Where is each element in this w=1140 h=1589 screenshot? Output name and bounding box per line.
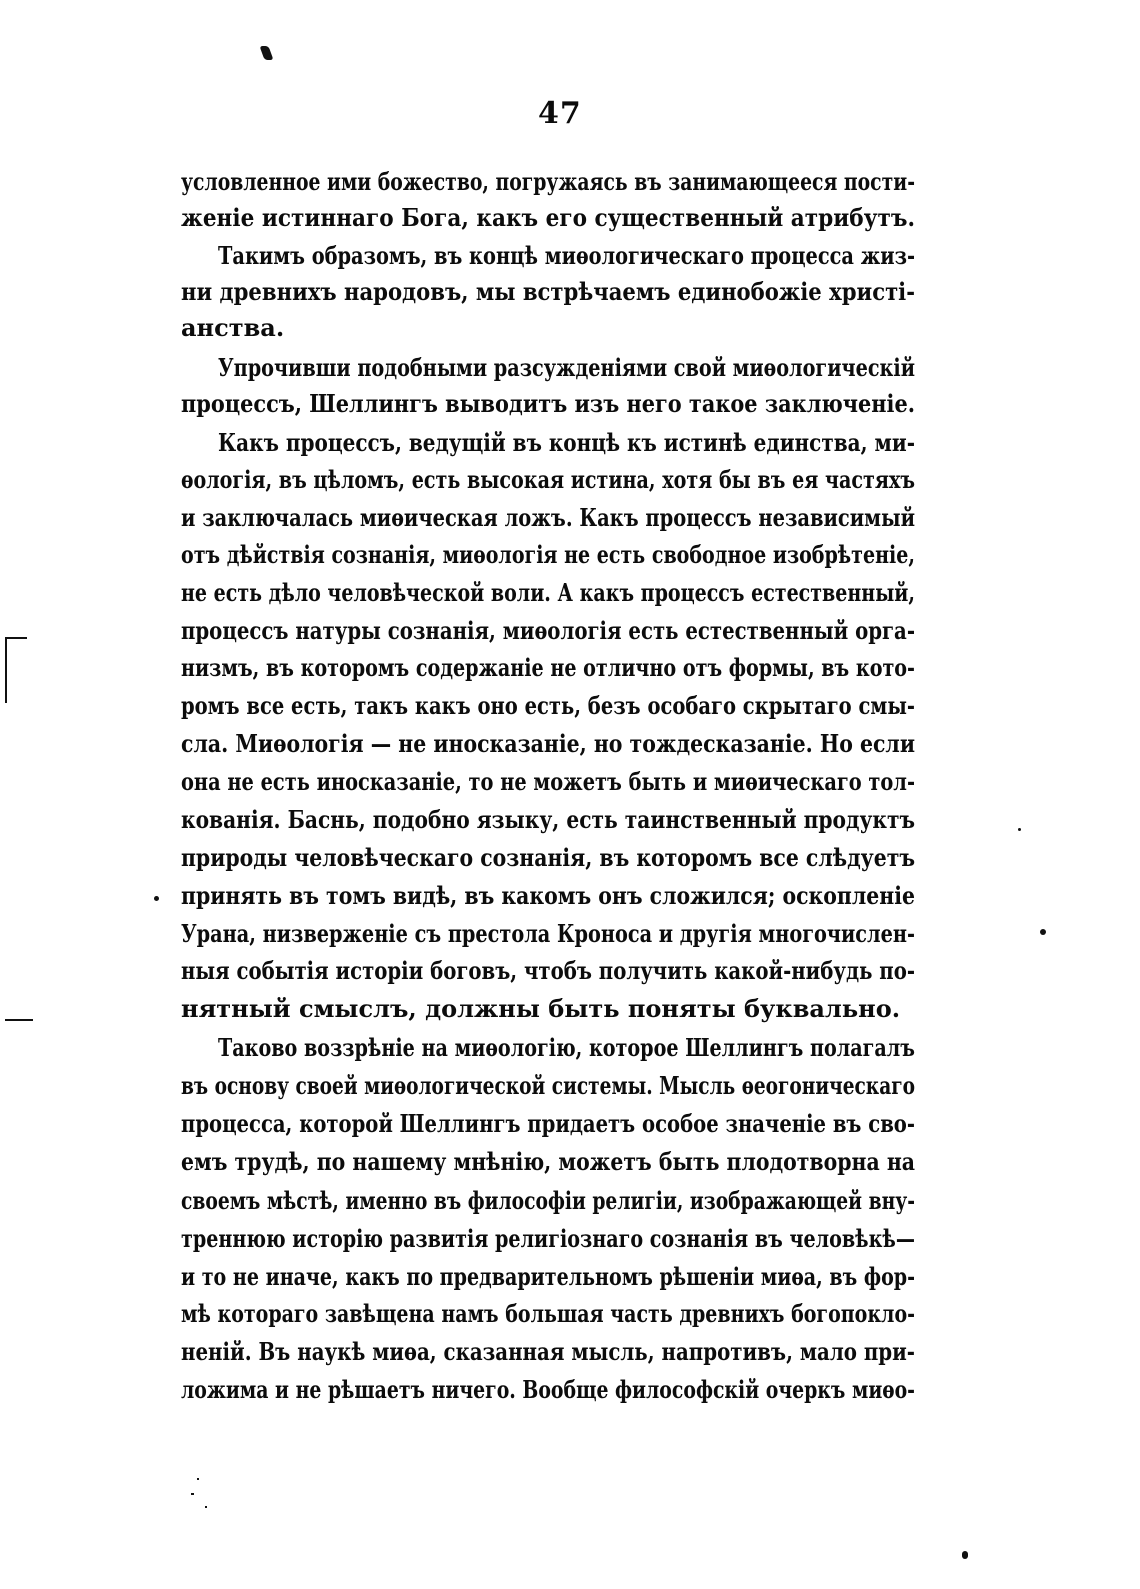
text-line: въ основу своей миѳологической системы. Мысль ѳеогоническаго <box>181 1071 915 1100</box>
text-line: анства. <box>181 313 285 342</box>
text-line: треннюю исторію развитія религіознаго сознанія въ человѣкѣ— <box>181 1224 915 1253</box>
text-line: и заключалась миѳическая ложъ. Какъ процессъ независимый <box>181 503 915 532</box>
text-line: не есть дѣло человѣческой воли. А какъ процессъ естественный, <box>181 578 915 607</box>
scan-speck <box>191 1493 194 1495</box>
text-line: ложима и не рѣшаетъ ничего. Вообще философскій очеркъ миѳо- <box>181 1375 915 1404</box>
scan-speck <box>154 896 159 901</box>
scan-speck <box>1018 828 1021 831</box>
text-line: она не есть иносказаніе, то не можетъ быть и миѳическаго тол- <box>181 767 915 796</box>
text-line: принять въ томъ видѣ, въ какомъ онъ сложился; оскопленіе <box>181 881 915 910</box>
text-line: ѳологія, въ цѣломъ, есть высокая истина, хотя бы въ ея частяхъ <box>181 465 915 494</box>
text-line: и то не иначе, какъ по предварительномъ рѣшеніи миѳа, въ фор- <box>181 1262 915 1291</box>
text-line: низмъ, въ которомъ содержаніе не отлично отъ формы, въ кото- <box>181 653 915 682</box>
scan-margin-mark <box>5 637 7 703</box>
page-number: 47 <box>538 96 582 131</box>
scan-speck <box>197 1478 199 1480</box>
text-line: условленное ими божество, погружаясь въ занимающееся пости- <box>181 167 915 196</box>
scan-margin-mark <box>5 1019 33 1021</box>
text-line: ныя событія исторіи боговъ, чтобъ получить какой-нибудь по- <box>181 956 915 985</box>
text-line: ни древнихъ народовъ, мы встрѣчаемъ единобожіе христі- <box>181 277 915 306</box>
text-line: кованія. Баснь, подобно языку, есть таинственный продуктъ <box>181 805 915 834</box>
scan-margin-mark <box>5 637 27 639</box>
scan-speck <box>1040 929 1046 935</box>
text-line: отъ дѣйствія сознанія, миѳологія не есть свободное изобрѣтеніе, <box>181 540 915 569</box>
scan-speck <box>259 46 273 60</box>
text-line: процессъ, Шеллингъ выводитъ изъ него такое заключеніе. <box>181 389 915 418</box>
text-line: своемъ мѣстѣ, именно въ философіи религіи, изображающей вну- <box>181 1186 915 1215</box>
scan-speck <box>205 1506 207 1508</box>
text-line: женіе истиннаго Бога, какъ его существенный атрибутъ. <box>181 203 915 232</box>
text-line: мѣ котораго завѣщена намъ большая часть древнихъ богопокло- <box>181 1299 915 1328</box>
text-line: Урана, низверженіе съ престола Кроноса и другія многочислен- <box>181 919 915 948</box>
text-line: процессъ натуры сознанія, миѳологія есть естественный орга- <box>181 616 915 645</box>
text-line: Такимъ образомъ, въ концѣ миѳологическаго процесса жиз- <box>218 241 915 270</box>
text-line: нятный смыслъ, должны быть поняты буквально. <box>181 994 901 1023</box>
text-line: емъ трудѣ, по нашему мнѣнію, можетъ быть плодотворна на <box>181 1147 915 1176</box>
text-line: Таково воззрѣніе на миѳологію, которое Шеллингъ полагалъ <box>218 1033 915 1062</box>
text-line: природы человѣческаго сознанія, въ которомъ все слѣдуетъ <box>181 843 915 872</box>
text-line: процесса, которой Шеллингъ придаетъ особое значеніе въ сво- <box>181 1109 915 1138</box>
text-line: неній. Въ наукѣ миѳа, сказанная мысль, напротивъ, мало при- <box>181 1337 915 1366</box>
text-line: Какъ процессъ, ведущій въ концѣ къ истинѣ единства, ми- <box>218 428 915 457</box>
text-line: Упрочивши подобными разсужденіями свой миѳологическій <box>218 353 915 382</box>
text-line: сла. Миѳологія — не иносказаніе, но тождесказаніе. Но если <box>181 729 915 758</box>
text-line: ромъ все есть, такъ какъ оно есть, безъ особаго скрытаго смы- <box>181 691 915 720</box>
scan-speck <box>962 1551 968 1559</box>
